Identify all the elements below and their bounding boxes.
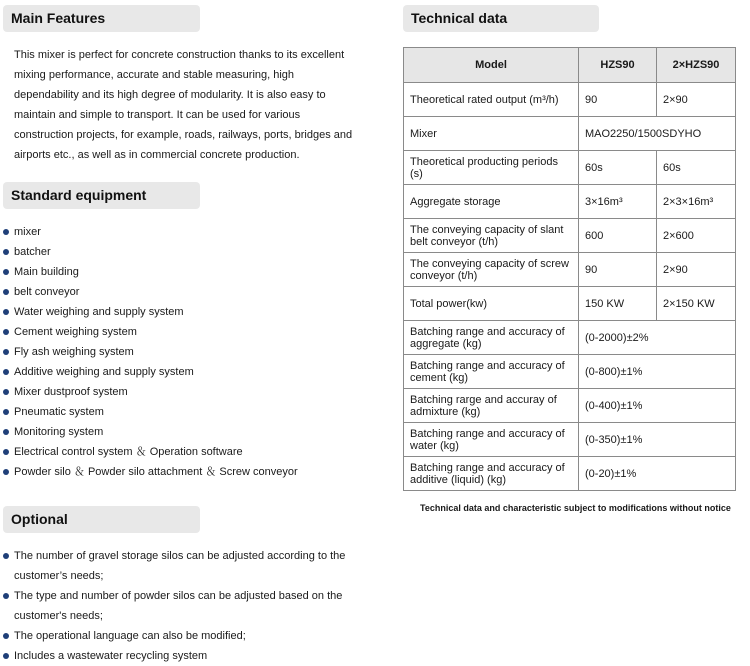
list-item: Monitoring system <box>0 422 298 442</box>
cell-value: 60s <box>579 151 657 185</box>
cell-value: 150 KW <box>579 287 657 321</box>
row-label: Theoretical rated output (m³/h) <box>404 83 579 117</box>
bullet-icon <box>3 309 9 315</box>
bullet-icon <box>3 389 9 395</box>
technical-data-table <box>403 47 736 491</box>
cell-value: 60s <box>657 151 736 185</box>
table-row <box>404 321 736 355</box>
table-row <box>404 219 736 253</box>
table-row <box>404 423 736 457</box>
bullet-icon <box>3 469 9 475</box>
row-label: The conveying capacity of screw conveyor (t/h) <box>404 253 579 287</box>
table-header-row <box>404 48 736 83</box>
bullet-icon <box>3 653 9 659</box>
standard-equipment-list <box>0 222 298 482</box>
row-label: Theoretical producting periods (s) <box>404 151 579 185</box>
standard-equipment-heading: Standard equipment <box>3 182 200 209</box>
list-item: The operational language can also be modified; <box>0 626 350 646</box>
bullet-icon <box>3 329 9 335</box>
list-item: batcher <box>0 242 298 262</box>
row-label: Batching range and accuracy of water (kg) <box>404 423 579 457</box>
list-item: Cement weighing system <box>0 322 298 342</box>
cell-value: 2×3×16m³ <box>657 185 736 219</box>
cell-value: (0-350)±1% <box>579 423 736 457</box>
cell-value: 90 <box>579 253 657 287</box>
disclaimer-note: Technical data and characteristic subject to modifications without notice <box>420 503 731 513</box>
row-label: Aggregate storage <box>404 185 579 219</box>
row-label: Batching rarge and accuray of admixture (kg) <box>404 389 579 423</box>
bullet-icon <box>3 449 9 455</box>
bullet-icon <box>3 349 9 355</box>
list-item: Mixer dustproof system <box>0 382 298 402</box>
bullet-icon <box>3 269 9 275</box>
technical-data-heading: Technical data <box>403 5 599 32</box>
row-label: The conveying capacity of slant belt conveyor (t/h) <box>404 219 579 253</box>
list-item: Main building <box>0 262 298 282</box>
row-label: Batching range and accuracy of aggregate (kg) <box>404 321 579 355</box>
cell-value: 2×90 <box>657 83 736 117</box>
table-row <box>404 287 736 321</box>
cell-value: (0-800)±1% <box>579 355 736 389</box>
cell-value: 3×16m³ <box>579 185 657 219</box>
bullet-icon <box>3 369 9 375</box>
table-row <box>404 457 736 491</box>
list-item: Water weighing and supply system <box>0 302 298 322</box>
list-item: Electrical control system ＆ Operation software <box>0 442 298 462</box>
bullet-icon <box>3 553 9 559</box>
bullet-icon <box>3 249 9 255</box>
row-label: Total power(kw) <box>404 287 579 321</box>
list-item: belt conveyor <box>0 282 298 302</box>
bullet-icon <box>3 593 9 599</box>
main-features-heading: Main Features <box>3 5 200 32</box>
table-row <box>404 151 736 185</box>
row-label: Batching range and accuracy of cement (kg) <box>404 355 579 389</box>
cell-value: 90 <box>579 83 657 117</box>
table-row <box>404 185 736 219</box>
row-label: Mixer <box>404 117 579 151</box>
table-row <box>404 355 736 389</box>
row-label: Batching range and accuracy of additive (liquid) (kg) <box>404 457 579 491</box>
intro-paragraph: This mixer is perfect for concrete construction thanks to its excellent mixing performance, accurate and stable measuring, high dependability and its high degree of modularity. It is also easy to maintain and simple to transport. It can be used for various construction projects, for example, roads, railways, ports, bridges and airports etc., as well as in commercial concrete production. <box>14 49 353 161</box>
bullet-icon <box>3 409 9 415</box>
cell-value: (0-400)±1% <box>579 389 736 423</box>
bullet-icon <box>3 289 9 295</box>
table-row <box>404 83 736 117</box>
column-header-hzs90: HZS90 <box>579 48 657 83</box>
list-item: Powder silo ＆ Powder silo attachment ＆ Screw conveyor <box>0 462 298 482</box>
table-row <box>404 117 736 151</box>
bullet-icon <box>3 429 9 435</box>
cell-value: MAO2250/1500SDYHO <box>579 117 736 151</box>
list-item: Includes a wastewater recycling system <box>0 646 350 666</box>
cell-value: (0-20)±1% <box>579 457 736 491</box>
bullet-icon <box>3 633 9 639</box>
column-header-2x-hzs90: 2×HZS90 <box>657 48 736 83</box>
cell-value: 2×150 KW <box>657 287 736 321</box>
list-item: mixer <box>0 222 298 242</box>
table-row <box>404 389 736 423</box>
cell-value: (0-2000)±2% <box>579 321 736 355</box>
bullet-icon <box>3 229 9 235</box>
list-item: Additive weighing and supply system <box>0 362 298 382</box>
list-item: Fly ash weighing system <box>0 342 298 362</box>
cell-value: 2×600 <box>657 219 736 253</box>
list-item: The number of gravel storage silos can be adjusted according to the customer’s needs; <box>0 546 350 586</box>
optional-heading: Optional <box>3 506 200 533</box>
list-item: Pneumatic system <box>0 402 298 422</box>
cell-value: 2×90 <box>657 253 736 287</box>
optional-list <box>0 546 350 666</box>
cell-value: 600 <box>579 219 657 253</box>
column-header-model: Model <box>404 48 579 83</box>
list-item: The type and number of powder silos can be adjusted based on the customer's needs; <box>0 586 350 626</box>
table-row <box>404 253 736 287</box>
